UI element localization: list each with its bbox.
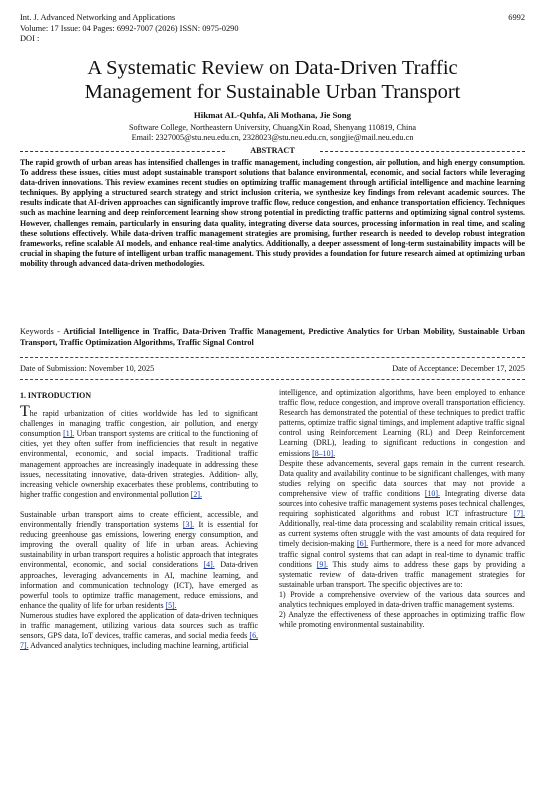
intro-paragraph-3 [20,611,258,651]
para-text: It is essential for reducing greenhouse gas emissions, lowering energy consumption, and improving the overall quality of life in urban areas. Achieving sustainability in urban transport requires a holistic approach that integrates environmental, economic, and social considerations [20,520,258,570]
para-text: he rapid urbanization of cities worldwide has led to significant challenges in managing traffic congestion, air pollution, and energy consumption [20,409,258,439]
title-line-2: Management for Sustainable Urban Transport [84,81,461,103]
journal-name: Int. J. Advanced Networking and Applications [20,13,176,22]
section-heading: 1. INTRODUCTION [20,391,92,400]
para-text: Sustainable urban transport aims to create efficient, accessible, and environmentally friendly transportation systems [20,509,258,530]
author-list: Hikmat AL-Quhfa, Ali Mothana, Jie Song [193,110,352,120]
email-line: Email: 2327005@stu.neu.edu.cn, 2328023@stu.neu.edu.cn, songjie@mail.neu.edu.cn [131,133,414,142]
intro-paragraph-4 [279,459,525,590]
abstract-divider [20,146,525,156]
para-text: Furthermore, there is a need for more advanced traffic signal control systems that can adapt in real-time to dynamic traffic conditions [279,539,525,569]
left-column [20,388,258,651]
citation-link[interactable]: [2]. [190,489,202,499]
keywords [20,326,525,348]
running-header [20,13,525,45]
para-text: intelligence, and optimization algorithms, have been employed to enhance traffic flow, reduce congestion, and improve overall transportation efficiency. Research has demonstrated the potential of these techniques to predict traffic patterns, optimize traffic signal timings, and implement adaptive traffic signal control using Reinforcement Learning (RL) and Deep Reinforcement Learning (DRL), leading to significant reductions in congestion and emissions [279,388,525,458]
para-text: Despite these advancements, several gaps remain in the current research. Data quality and availability continue to be significant challenges, with many studies relying on specific data sources that may not provide a comprehensive view of traffic conditions [279,458,525,498]
citation-link[interactable]: [9]. [316,559,328,569]
objective-2: 2) Analyze the effectiveness of these approaches in optimizing traffic flow while promoting environmental sustainability. [279,610,525,630]
intro-paragraph-1 [20,403,258,500]
para-text: Integrating diverse data sources into cohesive traffic management systems poses technical challenges, requiring sophisticated algorithms and robust ICT infrastructure [279,488,526,519]
citation-link[interactable]: [4]. [203,560,215,570]
right-column [279,388,525,630]
intro-paragraph-2 [20,510,258,611]
affiliation: Software College, Northeastern University, ChuangXin Road, Shenyang 110819, China [128,123,417,132]
citation-link[interactable]: [10]. [424,488,440,498]
citation-link[interactable]: [5]. [165,600,177,610]
rule-above-dates [20,357,525,358]
citation-link[interactable]: [6]. [356,539,369,549]
paragraph-gap [20,500,258,510]
citation-link[interactable]: [1]. [63,429,75,439]
citation-link[interactable]: [7]. [513,509,525,519]
intro-paragraph-3-cont [279,388,525,459]
title-line-1: A Systematic Review on Data-Driven Traffic [87,57,458,79]
keywords-list: Artificial Intelligence in Traffic, Data-Driven Traffic Management, Predictive Analytics for Urban Mobility, Sustainable Urban Transport, Traffic Optimization Algorithms, Traffic Signal Control [20,327,525,347]
page-number: 6992 [508,13,525,22]
affiliation-block [20,123,525,143]
drop-cap: T [20,403,30,421]
para-text: Advanced analytics techniques, including machine learning, artificial [28,641,249,651]
objective-1: 1) Provide a comprehensive overview of the various data sources and analytics techniques employed in data-driven traffic management systems. [279,589,525,609]
dates-line [20,364,525,373]
para-text: Numerous studies have explored the application of data-driven techniques in traffic management, utilizing various data sources such as traffic sensors, GPS data, IoT devices, traffic cameras, and social media feeds [20,610,258,641]
para-text: This study aims to address these gaps by providing a systematic review of data-driven traffic management strategies for sustainable urban transport. The specific objectives are to: [279,559,525,589]
citation-link[interactable]: [6, 7]. [20,631,258,651]
divider-dash-right [320,151,525,152]
para-text: Data-driven approaches, leveraging advancements in AI, machine learning, and information and communication technology (ICT), have emerged as powerful tools to optimize traffic management, reduce emissions, and enhance the quality of life for urban residents [20,560,259,610]
doi-line: DOI : [20,34,40,43]
citation-link[interactable]: [8–10]. [312,448,336,458]
citation-link[interactable]: [3]. [182,520,195,530]
keywords-label: Keywords - [20,327,64,336]
rule-below-dates [20,379,525,380]
paper-title [20,56,525,104]
volume-line: Volume: 17 Issue: 04 Pages: 6992-7007 (2026) ISSN: 0975-0290 [20,23,239,33]
abstract-text: The rapid growth of urban areas has intensified challenges in traffic management, including congestion, air pollution, and high energy consumption. To address these issues, cities must adopt sustainable transport solutions that balance environmental, economic, and social factors while leveraging data-driven innovations. This review examines recent studies on optimizing traffic management through artificial intelligence and machine learning techniques. By applying a structured search strategy and strict inclusion criteria, we synthesize key findings from relevant academic sources. The results indicate that AI-driven approaches can significantly improve traffic flow, reduce congestion, and enhance transportation efficiency. Techniques such as machine learning and deep reinforcement learning show strong potential in predicting traffic patterns and optimizing signal control systems. However, challenges remain, particularly in ensuring data quality, integrating diverse data sources, processing information in real time, and scaling these solutions effectively. While data-driven traffic management strategies are promising, further research is needed to develop robust integration frameworks, refine scalable AI models, and enhance real-time analytics. Additionally, a deeper assessment of long-term sustainability impacts will be crucial in shaping the future of intelligent urban traffic management. This study provides a foundation for future research aimed at optimizing urban mobility through advanced data-driven methodologies. [20,158,525,268]
acceptance-date: Date of Acceptance: December 17, 2025 [392,364,525,373]
submission-date: Date of Submission: November 10, 2025 [20,364,155,373]
para-text: Additionally, real-time data processing and scalability remain critical issues, as current systems often struggle with the vast amounts of data required for timely decision-making [279,519,525,549]
para-text: Urban transport systems are critical to the functioning of cities, yet they often suffer from inefficiencies that result in negative environmental, economic, and social impacts. Traditional traffic management approaches are increasingly inadequate in addressing these issues, necessitating innovative, data-driven strategies. Addition- ally, increasing vehicle ownership exacerbates these problems, contributing to higher traffic congestion and environmental pollution [20,429,258,499]
abstract-label: ABSTRACT [250,146,295,155]
